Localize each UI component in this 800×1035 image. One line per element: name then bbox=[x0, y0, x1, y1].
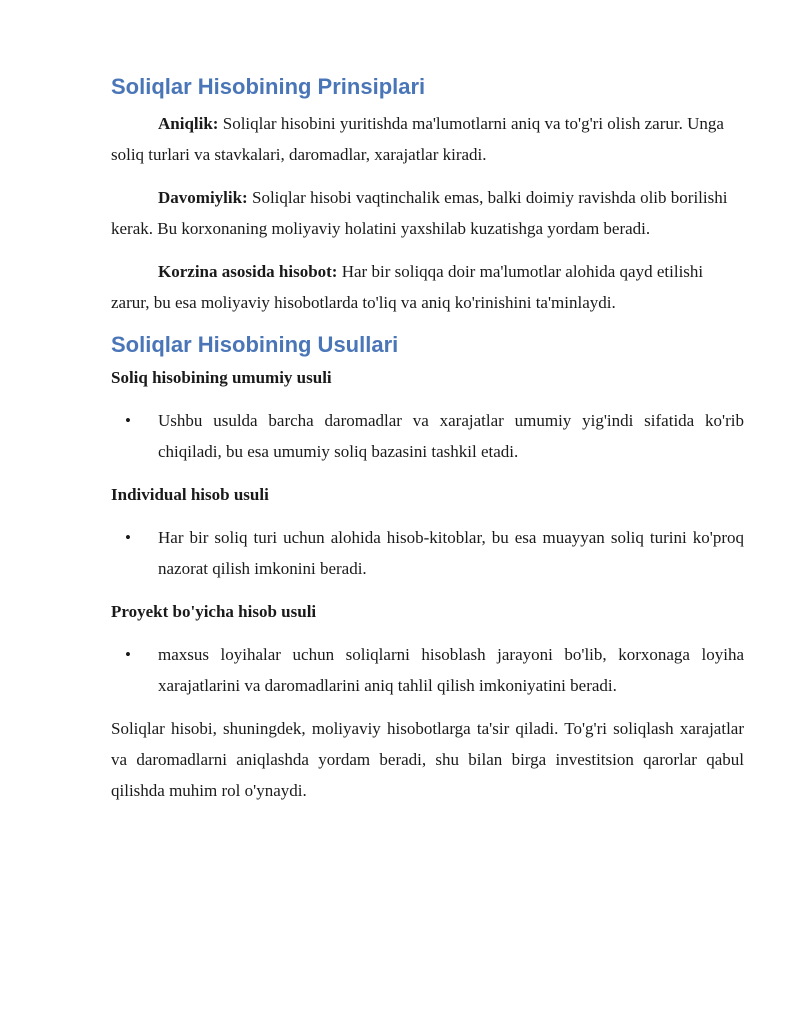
list-item bbox=[111, 405, 744, 467]
paragraph-text: Har bir soliqqa doir ma'lumotlar alohida qayd etilishi zarur, bu esa moliyaviy hisobotlarda to'liq va aniq ko'rinishini ta'minlaydi. bbox=[111, 262, 704, 312]
paragraph-text: Soliqlar hisobi vaqtinchalik emas, balki doimiy ravishda olib borilishi kerak. Bu korxonaning moliyaviy holatini yaxshilab kuzatishga yordam beradi. bbox=[111, 188, 728, 238]
list-item bbox=[111, 522, 744, 584]
list-item bbox=[111, 639, 744, 701]
list-item-text: maxsus loyihalar uchun soliqlarni hisoblash jarayoni bo'lib, korxonaga loyiha xarajatlarini va daromadlarini aniq tahlil qilish imkoniyatini beradi. bbox=[158, 645, 744, 695]
term-label: Aniqlik: bbox=[158, 114, 219, 133]
method-heading-general: Soliq hisobining umumiy usuli bbox=[111, 368, 332, 387]
paragraph-continuity bbox=[111, 182, 744, 244]
bullet-icon: • bbox=[125, 528, 131, 547]
term-label: Davomiylik: bbox=[158, 188, 248, 207]
paragraph-basket-report bbox=[111, 256, 744, 318]
bullet-icon: • bbox=[125, 411, 131, 430]
paragraph-conclusion: Soliqlar hisobi, shuningdek, moliyaviy hisobotlarga ta'sir qiladi. To'g'ri soliqlash xarajatlar va daromadlarni aniqlashda yordam beradi, shu bilan birga investitsion qarorlar qabul qilishda muhim rol o'ynaydi. bbox=[111, 719, 744, 800]
paragraph-text: Soliqlar hisobini yuritishda ma'lumotlarni aniq va to'g'ri olish zarur. Unga soliq turlari va stavkalari, daromadlar, xarajatlar kiradi. bbox=[111, 114, 724, 164]
document-page bbox=[111, 72, 744, 806]
list-item-text: Har bir soliq turi uchun alohida hisob-kitoblar, bu esa muayyan soliq turini ko'proq nazorat qilish imkonini beradi. bbox=[158, 528, 744, 578]
section-heading-principles: Soliqlar Hisobining Prinsiplari bbox=[111, 74, 426, 99]
method-heading-project: Proyekt bo'yicha hisob usuli bbox=[111, 602, 317, 621]
paragraph-accuracy bbox=[111, 108, 744, 170]
list-item-text: Ushbu usulda barcha daromadlar va xarajatlar umumiy yig'indi sifatida ko'rib chiqiladi, bu esa umumiy soliq bazasini tashkil etadi. bbox=[158, 411, 744, 461]
bullet-icon: • bbox=[125, 645, 131, 664]
section-heading-methods: Soliqlar Hisobining Usullari bbox=[111, 332, 399, 357]
method-heading-individual: Individual hisob usuli bbox=[111, 485, 269, 504]
term-label: Korzina asosida hisobot: bbox=[158, 262, 338, 281]
